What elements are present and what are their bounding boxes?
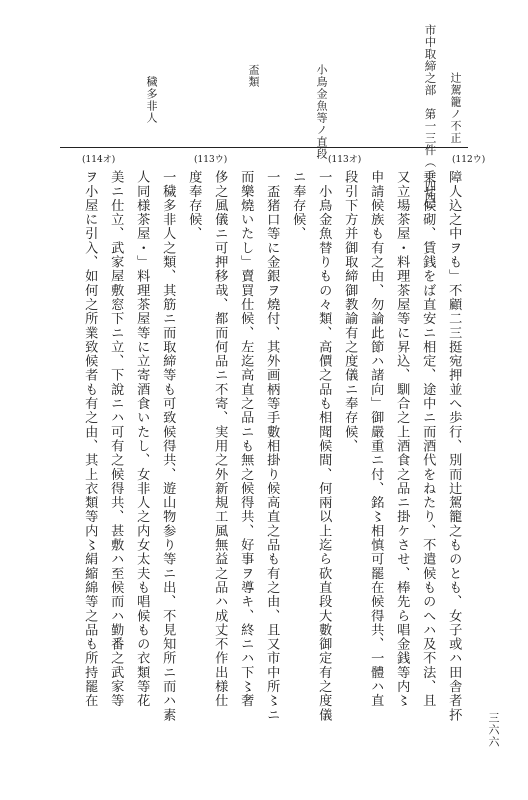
body-line-3: 又立場茶屋・料理茶屋等に昇込、馴合之上酒食之品ニ掛ケさせ、棒先ら唱金銭等内〻 bbox=[394, 170, 410, 708]
body-line-11: 度奉存候、 bbox=[186, 170, 202, 241]
body-line-14: 美ニ仕立、武家屋敷窓下ニ立、下說ニハ可有之候得共、甚敷ハ至候而ハ勤番之武家等 bbox=[108, 170, 124, 708]
body-line-7: ニ奉存候、 bbox=[290, 170, 306, 241]
body-line-2: 乗せ候砌、賃銭をば直安ニ相定、途中ニ而酒代をねたり、不遣候ものへハ及不法、且 bbox=[420, 170, 436, 708]
page-ref-1: (112ウ) bbox=[452, 155, 486, 165]
body-line-4: 申請候族も有之由、勿論此節ハ諸向」御嚴重ニ付、銘〻相慎可罷在候得共、一體ハ直 bbox=[368, 170, 384, 708]
body-line-10: 侈之風儀ニ可押移哉、都而何品ニ不寄、実用之外新規工風無益之品ハ成丈不作出様仕 bbox=[212, 170, 228, 708]
body-line-9: 而樂燒いたし」賣買仕候、左迄高直之品ニも無之候得共、好事ヲ導キ、終ニハ下〻奢 bbox=[238, 170, 254, 708]
body-line-15: ヲ小屋に引入、如何之所業致候者も有之由、其上衣類等内〻絹縮綿等之品も所持罷在 bbox=[82, 170, 98, 708]
margin-note-3: 盃類 bbox=[247, 64, 260, 88]
body-line-12: 一穢多非人之類、其筋ニ而取締等も可致候得共、遊山物参り等ニ出、不見知所ニ而ハ素 bbox=[160, 170, 176, 722]
body-line-5: 段引下方并御取締御教諭有之度儀ニ奉存候、 bbox=[342, 170, 358, 453]
body-line-8: 一盃猪口等に金銀ヲ燒付、其外画柄等手數相掛り候高直之品も有之由、且又市中所〻ニ bbox=[264, 170, 280, 722]
running-title: 市中取締之部 第一三件（一四四） bbox=[423, 24, 438, 216]
margin-note-2: 小鳥金魚等ノ直段 bbox=[315, 64, 328, 160]
body-line-13: 人同様茶屋・」料理茶屋等に立寄酒食いたし、女非人之内女太夫も唱候もの衣類等花 bbox=[134, 170, 150, 708]
header-rule bbox=[60, 147, 468, 148]
page-ref-3: (113ウ) bbox=[194, 155, 228, 165]
body-line-1: 障人込之中ヲも」不顧二三挺宛押並へ歩行、別而辻駕籠之ものとも、女子或ハ田舎者抔 bbox=[446, 170, 462, 722]
page-ref-4: (114オ) bbox=[82, 155, 116, 165]
body-line-6: 一小鳥金魚替りもの々類、高價之品も相聞候間、何兩以上迄ら砍直段大數御定有之度儀 bbox=[316, 170, 332, 722]
margin-note-4: 穢多非人 bbox=[145, 76, 158, 124]
margin-note-1: 辻駕籠ノ不正 bbox=[449, 72, 462, 144]
page-ref-2: (113オ) bbox=[328, 155, 362, 165]
page-number: 三六六 bbox=[487, 712, 500, 748]
